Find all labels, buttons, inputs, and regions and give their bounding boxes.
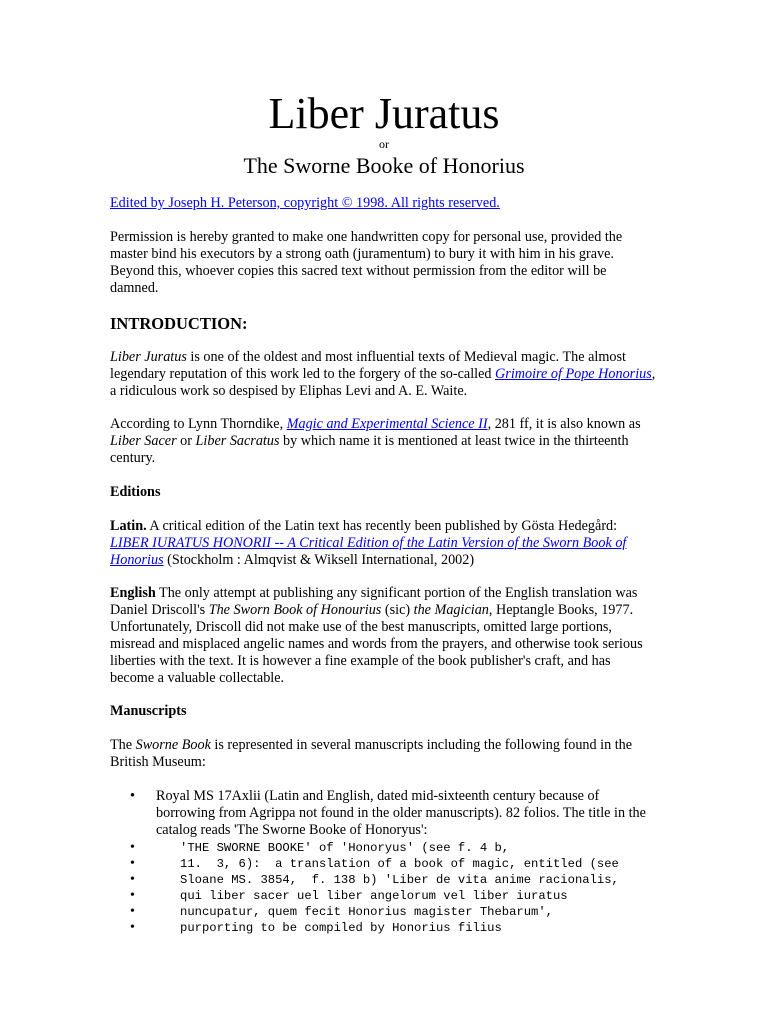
list-item: [110, 920, 658, 936]
copyright-link[interactable]: Edited by Joseph H. Peterson, copyright © 1998. All rights reserved.: [110, 195, 500, 211]
bullet-icon: •: [130, 920, 135, 935]
introduction-heading: INTRODUCTION:: [110, 314, 248, 333]
manuscript-catalog-line: purporting to be compiled by Honorius filius: [180, 921, 502, 935]
bullet-icon: •: [130, 872, 135, 887]
manuscript-catalog-line: nuncupatur, quem fecit Honorius magister Thebarum',: [180, 905, 553, 919]
list-item: [110, 856, 658, 872]
list-item: • Royal MS 17Axlii (Latin and English, dated mid-sixteenth century because of borrowing from Agrippa not found in the older manuscripts). 82 folios. The title in the catalog reads 'The Sworne Booke of Honoryus':: [130, 788, 646, 838]
latin-edition-paragraph: Latin. A critical edition of the Latin text has recently been published by Gösta Hedegård: LIBER IURATUS HONORII -- A Critical Edition of the Latin Version of the Sworn Book of Honorius (Stockholm : Almqvist & Wiksell International, 2002): [110, 518, 627, 568]
bullet-icon: •: [130, 840, 135, 855]
bullet-icon: •: [130, 904, 135, 919]
thorndike-link[interactable]: Magic and Experimental Science II: [286, 416, 488, 432]
manuscript-catalog-line: 'THE SWORNE BOOKE' of 'Honoryus' (see f. 4 b,: [180, 841, 510, 855]
permission-text: Permission is hereby granted to make one handwritten copy for personal use, provided the master bind his executors by a strong oath (juramentum) to bury it with him in his grave. Beyond this, whoever copies this sacred text without permission from the editor will be damned.: [110, 229, 623, 296]
bullet-icon: •: [130, 856, 135, 871]
grimoire-link[interactable]: Grimoire of Pope Honorius: [495, 366, 652, 382]
introduction-paragraph-1: Liber Juratus is one of the oldest and most influential texts of Medieval magic. The almost legendary reputation of this work led to the forgery of the so-called Grimoire of Pope Honorius, a ridiculous work so despised by Eliphas Levi and A. E. Waite.: [110, 349, 656, 399]
list-item: [110, 888, 658, 904]
copyright-line: [110, 195, 658, 212]
document-subtitle: The Sworne Booke of Honorius: [243, 153, 525, 178]
manuscript-catalog-line: qui liber sacer uel liber angelorum vel liber iuratus: [180, 889, 568, 903]
list-item: [110, 840, 658, 856]
title-or: or: [379, 137, 389, 151]
latin-label: Latin.: [110, 518, 147, 534]
english-label: English: [110, 585, 156, 601]
manuscripts-intro: The Sworne Book is represented in several manuscripts including the following found in the British Museum:: [110, 737, 633, 770]
manuscripts-heading: Manuscripts: [110, 703, 187, 719]
manuscript-catalog-line: 11. 3, 6): a translation of a book of magic, entitled (see: [180, 857, 619, 871]
manuscript-catalog-line: Sloane MS. 3854, f. 138 b) 'Liber de vita anime racionalis,: [180, 873, 619, 887]
permission-paragraph: [110, 229, 658, 297]
liber-juratus-em: Liber Juratus: [110, 349, 187, 365]
list-item: [110, 872, 658, 888]
document-title: Liber Juratus: [268, 89, 500, 138]
manuscripts-list: [110, 788, 658, 936]
editions-heading: Editions: [110, 484, 161, 500]
hedegard-link[interactable]: LIBER IURATUS HONORII -- A Critical Edition of the Latin Version of the Sworn Book of Honorius: [110, 535, 627, 568]
english-edition-paragraph: English The only attempt at publishing any significant portion of the English translation was Daniel Driscoll's The Sworn Book of Honourius (sic) the Magician, Heptangle Books, 1977. Unfortunately, Driscoll did not make use of the best manuscripts, omitted large portions, misread and misplaced angelic names and words from the prayers, and otherwise took serious liberties with the text. It is however a fine example of the book publisher's craft, and has become a valuable collectable.: [110, 585, 643, 686]
bullet-icon: •: [130, 788, 135, 804]
list-item: [110, 904, 658, 920]
bullet-icon: •: [130, 888, 135, 903]
introduction-paragraph-2: According to Lynn Thorndike, Magic and Experimental Science II, 281 ff, it is also known as Liber Sacer or Liber Sacratus by which name it is mentioned at least twice in the thirteenth century.: [110, 416, 641, 466]
